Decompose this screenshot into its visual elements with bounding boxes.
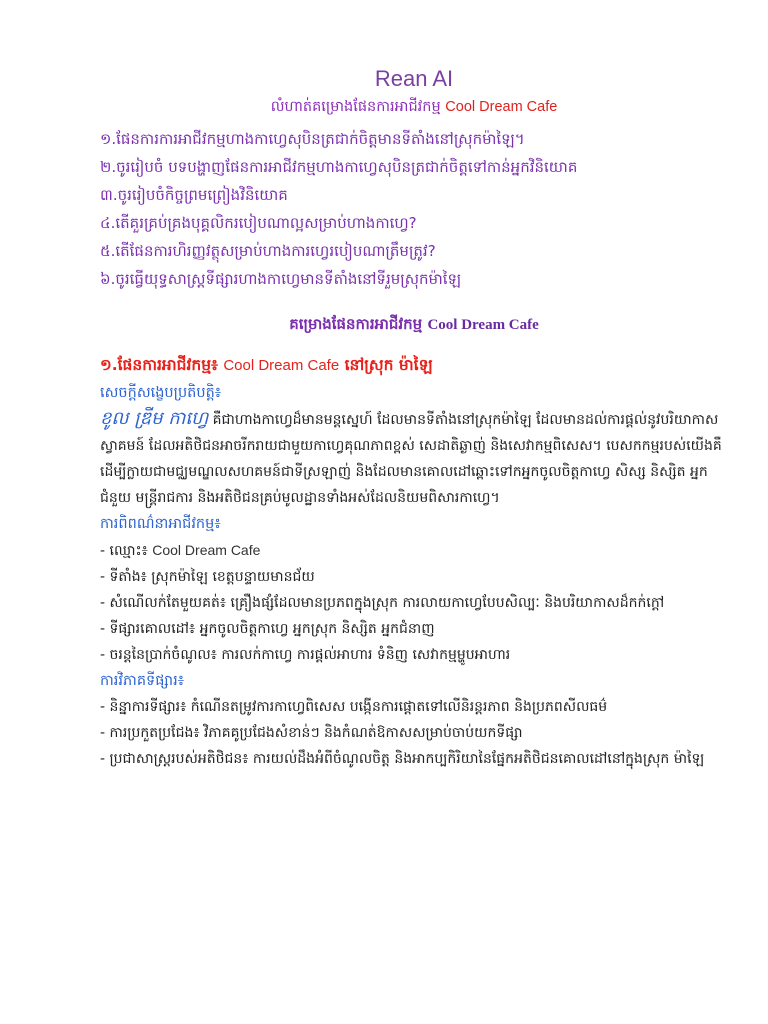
item-label: - ចរន្តនៃប្រាក់ចំណូល៖ (100, 647, 222, 663)
section-english: Cool Dream Cafe (223, 357, 340, 374)
list-item: - ប្រជាសាស្ត្ររបស់អតិថិជន៖ ការយល់ដឹងអំពីចំណូលចិត្ត និងអាកប្បកិរិយានៃផ្នែកអតិថិជនគោលដៅនៅក្នុងស្រុក ម៉ាឡៃ (100, 751, 705, 767)
plan-title-english: Cool Dream Cafe (427, 317, 539, 333)
item-value: អ្នកចូលចិត្តកាហ្វេ អ្នកស្រុក និស្សិត អ្នកជំនាញ (199, 621, 435, 637)
question-item: ៣.ចូររៀបចំកិច្ចព្រមព្រៀងវិនិយោគ (100, 186, 288, 204)
list-item (100, 642, 728, 668)
business-description-heading: ការពិពណ៌នាអាជីវកម្ម៖ (100, 516, 221, 532)
question-item: ៤.តើគួរគ្រប់គ្រងបុគ្គលិករបៀបណាល្អសម្រាប់ហាងកាហ្វេ? (100, 214, 417, 232)
item-label: - ទីតាំង៖ (100, 569, 152, 585)
question-item: ១.ផែនការការអាជីវកម្មហាងកាហ្វេសុបិនត្រជាក់ចិត្តមានទីតាំងនៅស្រុកម៉ាឡៃ។ (100, 130, 525, 148)
item-label: - ទីផ្សារគោលដៅ៖ (100, 621, 200, 637)
item-value: ការលក់កាហ្វេ ការផ្តល់អាហារ ទំនិញ សេវាកម្មម្ហូបអាហារ (221, 647, 511, 663)
question-item: ៦.ចូរធ្វើយុទ្ធសាស្រ្តទីផ្សារហាងកាហ្វេមានទីតាំងនៅទីរួមស្រុកម៉ាឡៃ (100, 270, 462, 288)
question-item: ៥.តើផែនការហិរញ្ញវត្ថុសម្រាប់ហាងការហ្វេរបៀបណាត្រឹមត្រូវ? (100, 242, 436, 260)
exercise-subtitle (100, 98, 728, 119)
summary-heading: សេចក្តីសង្ខេបប្រតិបត្តិ៖ (100, 385, 222, 401)
question-list (100, 125, 728, 293)
section-suffix: នៅស្រុក ម៉ាឡៃ (344, 356, 433, 374)
list-item: - និន្នាការទីផ្សារ៖ កំណើនតម្រូវការកាហ្វេពិសេស បង្កើនការផ្តោតទៅលើនិរន្តរភាព និងប្រភពសីលធម៌ (100, 699, 608, 715)
list-item: - ការប្រកួតប្រជែង៖ វិភាគគូប្រជែងសំខាន់ៗ និងកំណត់ឱកាសសម្រាប់ចាប់យកទីផ្សា (100, 725, 523, 741)
list-item (100, 616, 728, 642)
summary-text: គឺជាហាងកាហ្វេដ៏មានមន្តស្នេហ៍ ដែលមានទីតាំងនៅស្រុកម៉ាឡៃ ដែលមានដល់ការផ្តល់នូវបរិយាកាសស្វាគមន៍ ដែលអតិថិជនអាចរីករាយជាមួយកាហ្វេគុណភាពខ្ពស់ សេដាតិឆ្ងាញ់ និងសេវាកម្មពិសេស។ បេសកកម្មរបស់យើងគឺដើម្បីក្លាយជាមជ្ឈមណ្ឌលសហគមន៍ជាទីស្រឡាញ់ និងដែលមានគោលដៅឆ្ពោះទៅកអ្នកចូលចិត្តកាហ្វេ សិស្ស និស្សិត អ្នកជំនួយ មន្ត្រីរាជការ និងអតិថិជនគ្រប់មូលដ្ឋានទាំងអស់ដែលនិយមពិសារកាហ្វេ។ (100, 412, 722, 506)
brand-title: Rean AI (374, 66, 454, 91)
summary-brand-name: ខូល ឌ្រីម កាហ្វេ (100, 408, 209, 429)
section-prefix: ១.ផែនការអាជីវកម្ម៖ (100, 356, 218, 374)
item-label: - សំណើលក់តែមួយគត់៖ (100, 595, 231, 611)
plan-title (100, 315, 728, 337)
section-heading-business-plan (100, 351, 728, 380)
list-item (100, 590, 728, 616)
item-value: Cool Dream Cafe (152, 542, 261, 558)
item-label: - ឈ្មោះ៖ (100, 543, 153, 559)
question-item: ២.ចូររៀបចំ បទបង្ហាញផែនការអាជីវកម្មហាងកាហ្វេសុបិនត្រជាក់ចិត្តទៅកាន់អ្នកវិនិយោគ (100, 158, 578, 176)
market-analysis-heading: ការវិភាគទីផ្សារ៖ (100, 673, 185, 689)
list-item (100, 564, 728, 590)
item-value: គ្រឿងផ្សំដែលមានប្រភពក្នុងស្រុក ការលាយកាហ្វេបែបសិល្បៈ និងបរិយាកាសដ៏កក់ក្តៅ (230, 595, 665, 611)
market-analysis-list (100, 694, 728, 772)
item-value: ស្រុកម៉ាឡៃ ខេត្តបន្ទាយមានជ័យ (151, 569, 315, 585)
subtitle-khmer: លំហាត់គម្រោងផែនការអាជីវកម្ម (270, 99, 441, 115)
subtitle-english: Cool Dream Cafe (445, 99, 558, 115)
list-item (100, 537, 728, 564)
business-description-list (100, 537, 728, 668)
summary-paragraph (100, 406, 728, 511)
plan-title-khmer: គម្រោងផែនការអាជីវកម្ម (289, 315, 423, 333)
